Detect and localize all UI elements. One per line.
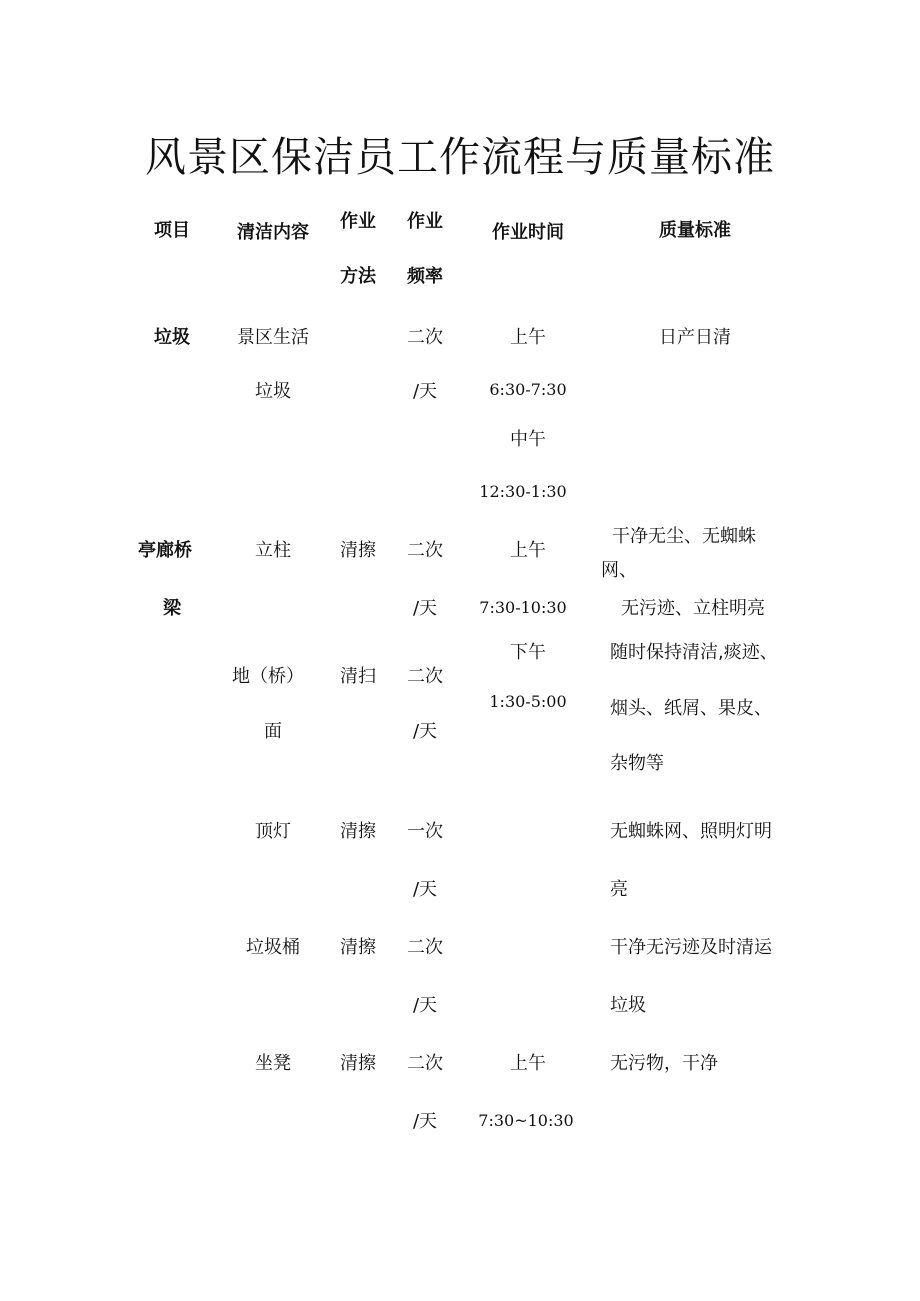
row-bench-time-line2: 7:30~10:30 — [478, 1111, 574, 1130]
row-pavilion-item-line2: 梁 — [163, 598, 181, 619]
row-pillar-standard-line3: 无污迹、立柱明亮 — [621, 598, 765, 619]
row-floor-method: 清扫 — [340, 666, 376, 687]
row-bench-frequency-line1: 二次 — [407, 1053, 443, 1074]
row-floor-content-line2: 面 — [264, 721, 282, 742]
row-garbage-frequency-line1: 二次 — [407, 327, 443, 348]
row-floor-standard-line2: 烟头、纸屑、果皮、 — [610, 698, 772, 719]
header-method-line2: 方法 — [340, 266, 376, 287]
row-lamp-standard-line1: 无蜘蛛网、照明灯明 — [610, 821, 772, 842]
row-lamp-method: 清擦 — [340, 821, 376, 842]
row-pavilion-time-line3: 下午 — [510, 642, 546, 663]
row-bench-time-line1: 上午 — [510, 1053, 546, 1074]
header-content: 清洁内容 — [237, 222, 309, 243]
row-garbage-time-line4: 12:30-1:30 — [479, 482, 567, 501]
row-bin-frequency-line1: 二次 — [407, 937, 443, 958]
row-garbage-content-line1: 景区生活 — [237, 327, 309, 348]
row-pillar-frequency-line1: 二次 — [407, 540, 443, 561]
row-lamp-standard-line2: 亮 — [610, 879, 628, 900]
row-bench-standard: 无污物，干净 — [610, 1053, 718, 1074]
row-bin-frequency-line2: /天 — [412, 995, 438, 1016]
row-garbage-content-line2: 垃圾 — [255, 381, 291, 402]
row-garbage-frequency-line2: /天 — [412, 381, 438, 402]
row-pavilion-time-line1: 上午 — [510, 540, 546, 561]
row-bin-standard-line2: 垃圾 — [610, 995, 646, 1016]
row-pillar-standard-line2: 网、 — [601, 560, 637, 581]
row-garbage-time-line1: 上午 — [510, 327, 546, 348]
document-title: 风景区保洁员工作流程与质量标准 — [145, 133, 775, 181]
row-pillar-standard-line1: 干净无尘、无蜘蛛 — [612, 526, 756, 547]
row-pillar-content: 立柱 — [255, 540, 291, 561]
row-pavilion-time-line2: 7:30-10:30 — [479, 598, 567, 617]
row-bench-method: 清擦 — [340, 1053, 376, 1074]
header-frequency-line1: 作业 — [407, 211, 443, 232]
header-time: 作业时间 — [492, 222, 564, 243]
header-method-line1: 作业 — [340, 211, 376, 232]
row-floor-frequency-line2: /天 — [412, 721, 438, 742]
row-bin-method: 清擦 — [340, 937, 376, 958]
header-frequency-line2: 频率 — [407, 266, 443, 287]
row-bin-content: 垃圾桶 — [246, 937, 300, 958]
row-pillar-frequency-line2: /天 — [412, 598, 438, 619]
row-lamp-frequency-line1: 一次 — [407, 821, 443, 842]
row-floor-standard-line1: 随时保持清洁,痰迹、 — [610, 642, 778, 663]
row-garbage-time-line3: 中午 — [510, 429, 546, 450]
row-floor-content-line1: 地（桥） — [232, 666, 304, 687]
row-floor-standard-line3: 杂物等 — [610, 753, 664, 774]
row-floor-frequency-line1: 二次 — [407, 666, 443, 687]
row-garbage-standard: 日产日清 — [659, 327, 731, 348]
row-lamp-content: 顶灯 — [255, 821, 291, 842]
header-item: 项目 — [154, 220, 190, 241]
row-garbage-time-line2: 6:30-7:30 — [489, 380, 567, 399]
row-bench-frequency-line2: /天 — [412, 1111, 438, 1132]
header-standard: 质量标准 — [659, 220, 731, 241]
row-bin-standard-line1: 干净无污迹及时清运 — [610, 937, 772, 958]
row-lamp-frequency-line2: /天 — [412, 879, 438, 900]
row-garbage-item: 垃圾 — [154, 327, 190, 348]
row-pavilion-time-line4: 1:30-5:00 — [489, 692, 567, 711]
row-pavilion-item-line1: 亭廊桥 — [138, 540, 192, 561]
row-bench-content: 坐凳 — [255, 1053, 291, 1074]
row-pillar-method: 清擦 — [340, 540, 376, 561]
